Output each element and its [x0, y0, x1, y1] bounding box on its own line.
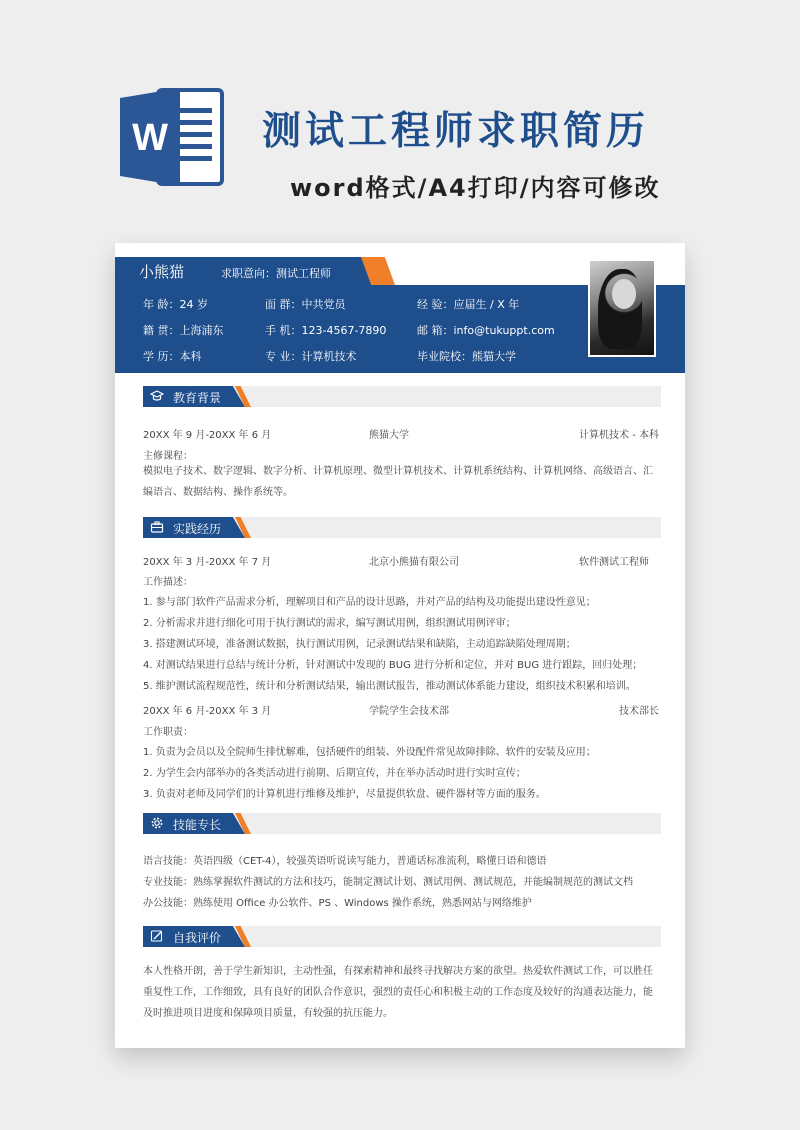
self-evaluation: 本人性格开朗，善于学生新知识，主动性强，有探索精神和最终寻找解决方案的欲望。热爱软件测试工作，可以胜任重复性工作，工作细致，具有良好的团队合作意识，强烈的责任心和积极主动的工作态度及较好的沟通表达能力，能及时推进项目进度和保障项目质量，有较强的抗压能力。 [143, 966, 653, 1019]
list-item: 3. 负责对老师及同学们的计算机进行维修及维护，尽量提供软盘、硬件器材等方面的服务。 [143, 789, 546, 800]
section-practice-header [143, 517, 661, 538]
skill-item: 办公技能：熟练使用 Office 办公软件、PS 、Windows 操作系统，熟悉网站与网络维护 [143, 898, 532, 909]
info-degree: 学 历：本科 [143, 350, 202, 363]
list-item: 4. 对测试结果进行总结与统计分析，针对测试中发现的 BUG 进行分析和定位，并对 BUG 进行跟踪，回归处理； [143, 660, 643, 671]
promo-subtitle: word格式/A4打印/内容可修改 [290, 174, 661, 202]
info-email: 邮 箱：info@tukuppt.com [417, 324, 555, 337]
job1-period: 20XX 年 3 月-20XX 年 7 月 [143, 557, 272, 568]
graduation-cap-icon [150, 389, 164, 403]
job2-role: 技术部长 [619, 706, 659, 717]
list-item: 2. 分析需求并进行细化可用于执行测试的需求，编写测试用例，组织测试用例评审； [143, 618, 516, 629]
word-icon [118, 82, 228, 192]
job-intent: 求职意向：测试工程师 [221, 267, 331, 280]
info-phone: 手 机：123-4567-7890 [265, 324, 387, 337]
section-education-header [143, 386, 661, 407]
info-age: 年 龄：24 岁 [143, 298, 208, 311]
job1-role: 软件测试工程师 [579, 557, 649, 568]
section-self-header [143, 926, 661, 947]
info-origin: 籍 贯：上海浦东 [143, 324, 224, 337]
job2-desc-label: 工作职责： [143, 727, 193, 738]
briefcase-icon [150, 520, 164, 534]
avatar [588, 259, 656, 357]
edit-icon [150, 929, 164, 943]
edu-major: 计算机技术 - 本科 [579, 430, 659, 441]
info-school: 毕业院校：熊猫大学 [417, 350, 516, 363]
resume-page [115, 243, 685, 1048]
section-skills-header [143, 813, 661, 834]
edu-school: 熊猫大学 [369, 430, 409, 441]
edu-courses: 模拟电子技术、数字逻辑、数字分析、计算机原理、微型计算机技术、计算机系统结构、计算机网络、高级语言、汇编语言、数据结构、操作系统等。 [143, 466, 653, 498]
edu-period: 20XX 年 9 月-20XX 年 6 月 [143, 430, 272, 441]
promo-title: 测试工程师求职简历 [262, 109, 650, 154]
job2-period: 20XX 年 6 月-20XX 年 3 月 [143, 706, 272, 717]
info-experience: 经 验：应届生 / X 年 [417, 298, 520, 311]
list-item: 1. 负责为会员以及全院师生排忧解难，包括硬件的组装、外设配件常见故障排除、软件的安装及应用； [143, 747, 596, 758]
skill-item: 专业技能：熟练掌握软件测试的方法和技巧，能制定测试计划、测试用例、测试规范，并能编制规范的测试文档 [143, 877, 633, 888]
list-item: 1. 参与部门软件产品需求分析，理解项目和产品的设计思路，并对产品的结构及功能提出建设性意见； [143, 597, 596, 608]
section-title: 技能专长 [173, 818, 222, 832]
info-major: 专 业：计算机技术 [265, 350, 357, 363]
job1-desc-label: 工作描述： [143, 577, 193, 588]
list-item: 2. 为学生会内部举办的各类活动进行前期、后期宣传，并在举办活动时进行实时宣传； [143, 768, 526, 779]
gear-icon [150, 816, 164, 830]
candidate-name: 小熊猫 [139, 263, 185, 281]
edu-courses-label: 主修课程： [143, 451, 193, 462]
job1-company: 北京小熊猫有限公司 [369, 557, 459, 568]
list-item: 3. 搭建测试环境，准备测试数据，执行测试用例，记录测试结果和缺陷，主动追踪缺陷处理周期； [143, 639, 576, 650]
section-title: 自我评价 [173, 931, 222, 945]
section-title: 实践经历 [173, 522, 222, 536]
list-item: 5. 维护测试流程规范性，统计和分析测试结果，输出测试报告，推动测试体系能力建设，组织技术积累和培训。 [143, 681, 636, 692]
skill-item: 语言技能：英语四级（CET-4），较强英语听说读写能力，普通话标准流利，略懂日语和德语 [143, 856, 547, 867]
svg-text:W: W [132, 117, 168, 159]
section-title: 教育背景 [173, 391, 222, 405]
job2-company: 学院学生会技术部 [369, 706, 449, 717]
info-politics: 面 群：中共党员 [265, 298, 346, 311]
avatar-face [612, 279, 636, 309]
